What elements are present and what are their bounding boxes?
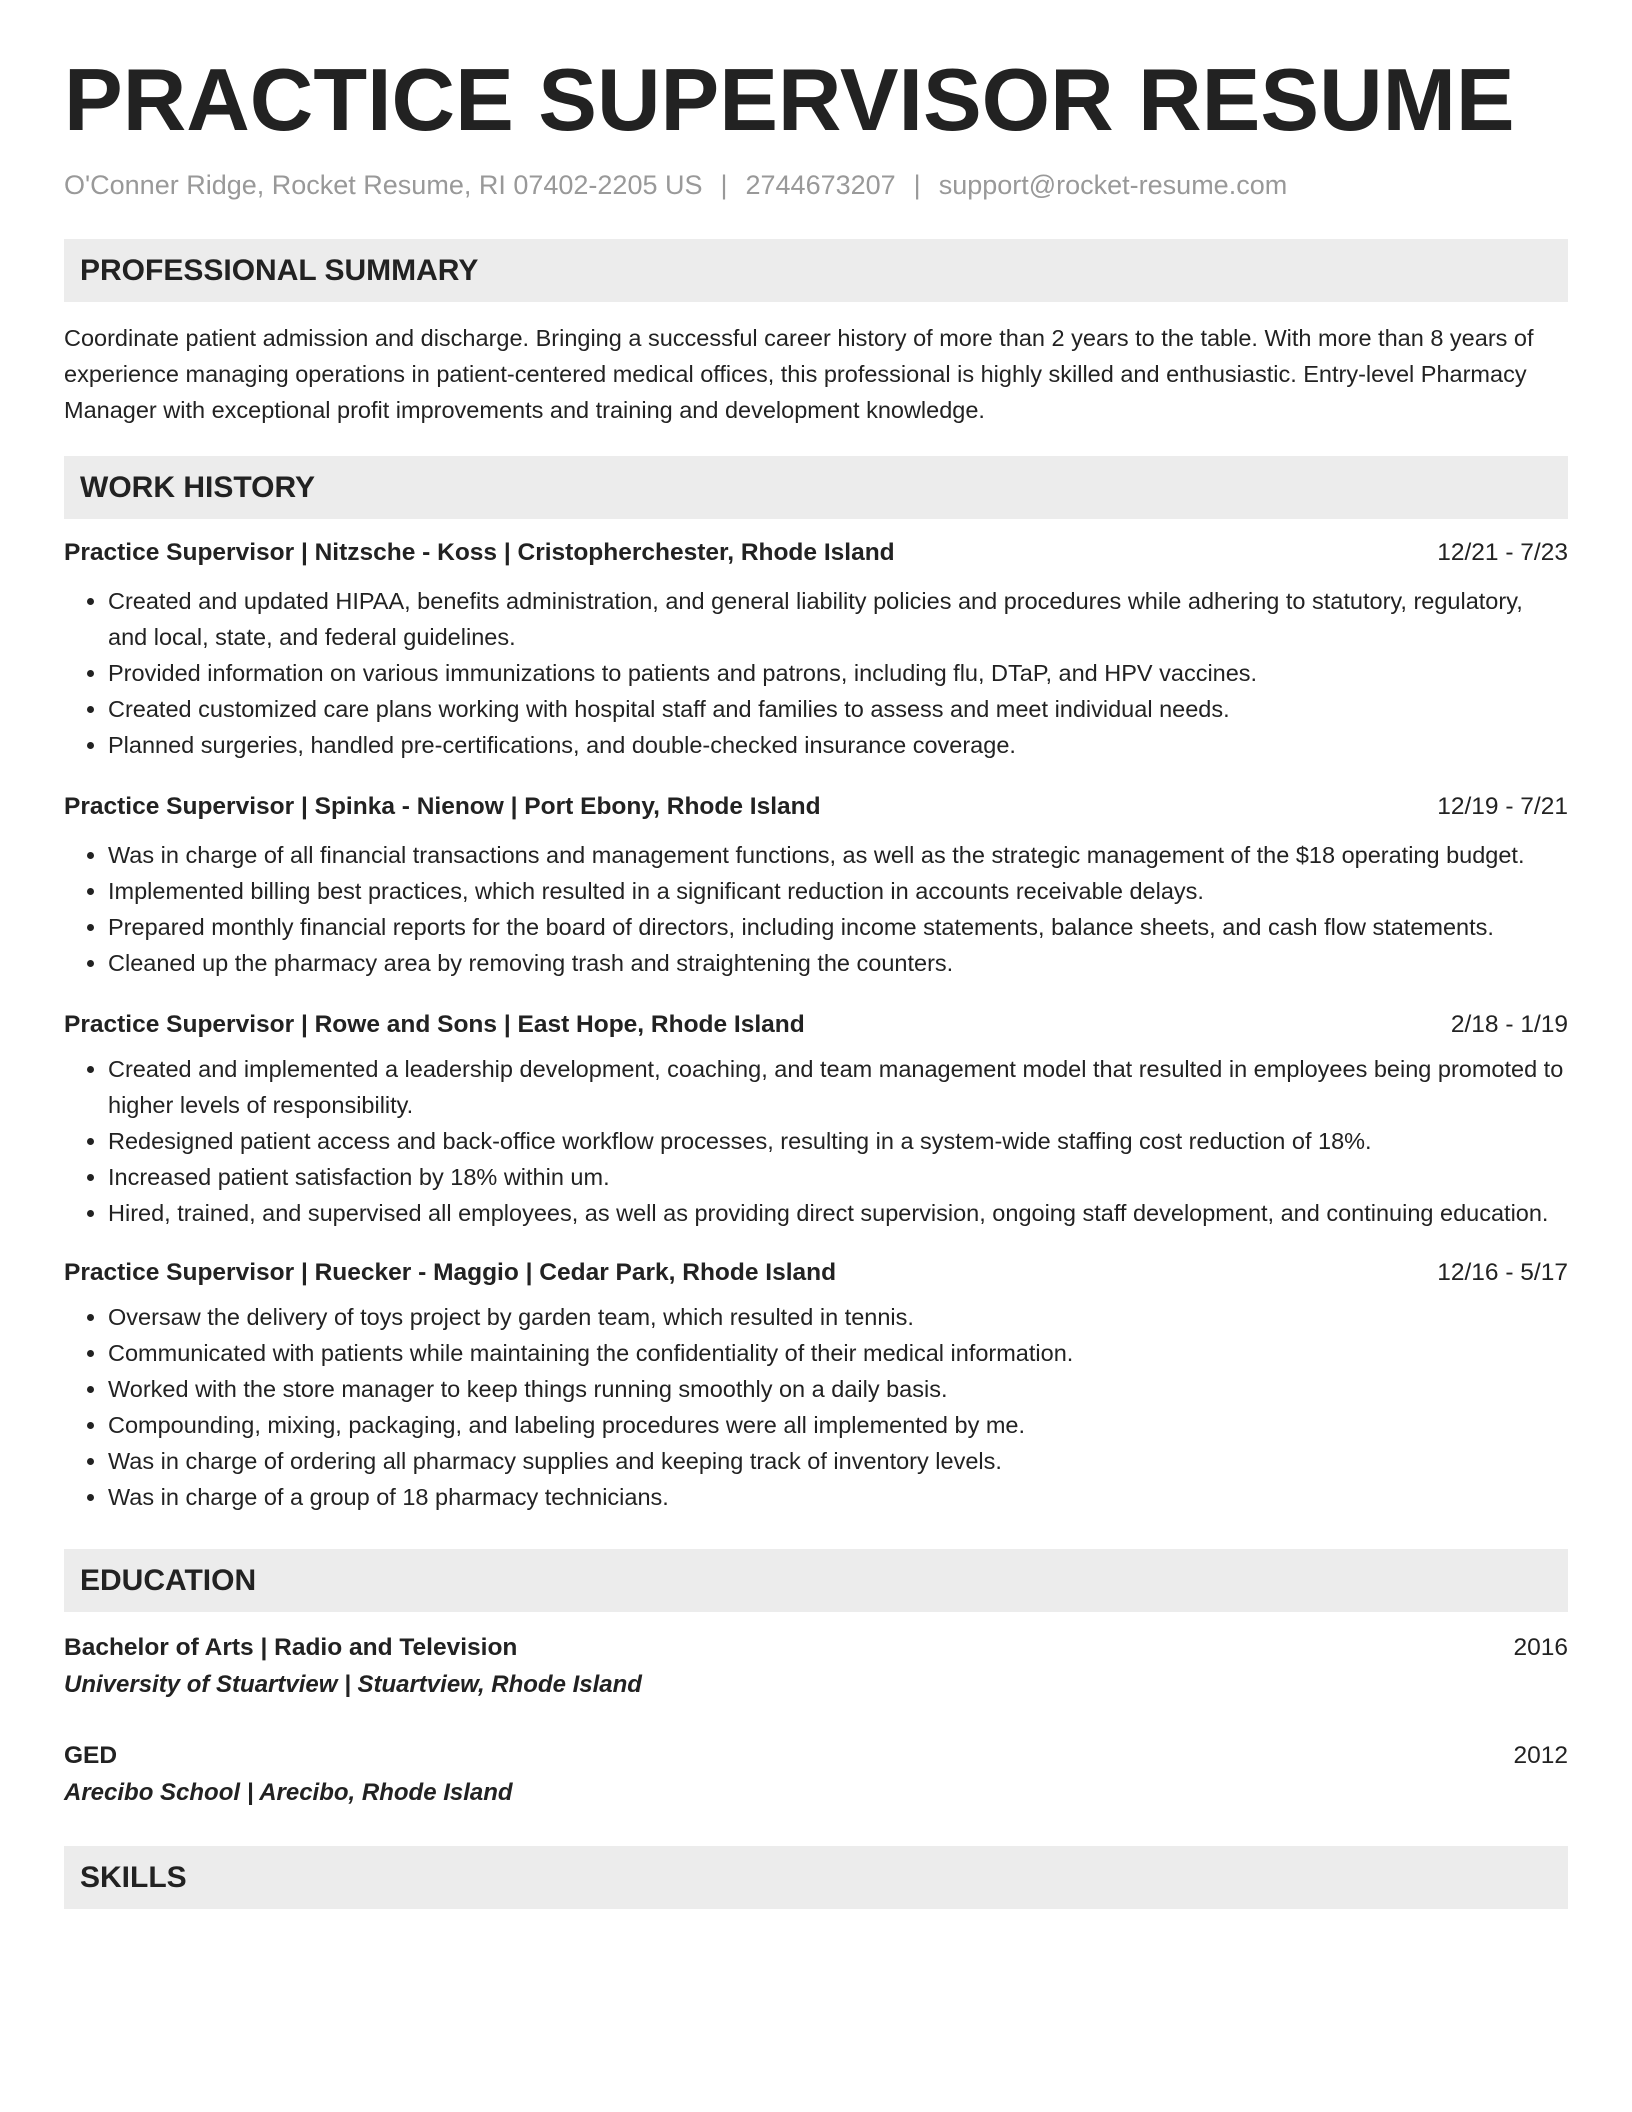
list-item: • Prepared monthly financial reports for the board of directors, including income statements, balance sheets, and cash flow statements. bbox=[108, 909, 1568, 945]
job-entry bbox=[64, 793, 1568, 981]
list-item: • Implemented billing best practices, which resulted in a significant reduction in accounts receivable delays. bbox=[108, 873, 1568, 909]
list-item: • Provided information on various immunizations to patients and patrons, including flu, DTaP, and HPV vaccines. bbox=[108, 655, 1568, 691]
job-bullets bbox=[64, 1051, 1568, 1231]
section-title: EDUCATION bbox=[80, 1563, 257, 1597]
resume-title: PRACTICE SUPERVISOR RESUME bbox=[64, 50, 1515, 149]
job-dates: 12/21 - 7/23 bbox=[1437, 539, 1568, 566]
list-item: • Created customized care plans working with hospital staff and families to assess and meet individual needs. bbox=[108, 691, 1568, 727]
education-entry bbox=[64, 1630, 1568, 1704]
job-entry bbox=[64, 1259, 1568, 1515]
list-item: • Was in charge of ordering all pharmacy supplies and keeping track of inventory levels. bbox=[108, 1443, 1568, 1479]
job-entry bbox=[64, 539, 1568, 763]
education-year: 2012 bbox=[1513, 1742, 1568, 1769]
contact-separator: | bbox=[720, 170, 728, 200]
job-title: Practice Supervisor | Ruecker - Maggio | Cedar Park, Rhode Island bbox=[64, 1259, 837, 1286]
section-title: PROFESSIONAL SUMMARY bbox=[80, 253, 479, 287]
section-title: WORK HISTORY bbox=[80, 470, 316, 504]
education-degree: GED bbox=[64, 1742, 118, 1769]
section-header-summary bbox=[64, 239, 1568, 302]
education-school: University of Stuartview | Stuartview, Rhode Island bbox=[64, 1671, 642, 1698]
job-bullets bbox=[64, 583, 1568, 763]
list-item: • Planned surgeries, handled pre-certifications, and double-checked insurance coverage. bbox=[108, 727, 1568, 763]
contact-email: support@rocket-resume.com bbox=[938, 170, 1288, 200]
list-item: • Redesigned patient access and back-office workflow processes, resulting in a system-wide staffing cost reduction of 18%. bbox=[108, 1123, 1568, 1159]
list-item: • Compounding, mixing, packaging, and labeling procedures were all implemented by me. bbox=[108, 1407, 1568, 1443]
section-header-skills bbox=[64, 1846, 1568, 1909]
job-dates: 12/19 - 7/21 bbox=[1437, 793, 1568, 820]
list-item: • Was in charge of a group of 18 pharmacy technicians. bbox=[108, 1479, 1568, 1515]
section-header-education bbox=[64, 1549, 1568, 1612]
job-title: Practice Supervisor | Rowe and Sons | East Hope, Rhode Island bbox=[64, 1011, 805, 1038]
list-item: • Created and implemented a leadership development, coaching, and team management model that resulted in employees being promoted to higher levels of responsibility. bbox=[108, 1051, 1568, 1123]
list-item: • Communicated with patients while maintaining the confidentiality of their medical information. bbox=[108, 1335, 1568, 1371]
education-entry bbox=[64, 1738, 1568, 1812]
contact-address: O'Conner Ridge, Rocket Resume, RI 07402-2205 US bbox=[64, 170, 703, 200]
section-title: SKILLS bbox=[80, 1860, 187, 1894]
list-item: • Oversaw the delivery of toys project by garden team, which resulted in tennis. bbox=[108, 1299, 1568, 1335]
list-item: • Hired, trained, and supervised all employees, as well as providing direct supervision, ongoing staff development, and continuing education. bbox=[108, 1195, 1568, 1231]
education-school: Arecibo School | Arecibo, Rhode Island bbox=[64, 1779, 513, 1806]
list-item: • Was in charge of all financial transactions and management functions, as well as the strategic management of the $18 operating budget. bbox=[108, 837, 1568, 873]
contact-separator: | bbox=[913, 170, 921, 200]
job-dates: 2/18 - 1/19 bbox=[1450, 1011, 1568, 1038]
list-item: • Cleaned up the pharmacy area by removing trash and straightening the counters. bbox=[108, 945, 1568, 981]
section-header-work-history bbox=[64, 456, 1568, 519]
list-item: • Worked with the store manager to keep things running smoothly on a daily basis. bbox=[108, 1371, 1568, 1407]
education-degree: Bachelor of Arts | Radio and Television bbox=[64, 1634, 518, 1661]
contact-line bbox=[64, 170, 1568, 201]
list-item: • Increased patient satisfaction by 18% within um. bbox=[108, 1159, 1568, 1195]
job-dates: 12/16 - 5/17 bbox=[1437, 1259, 1568, 1286]
job-title: Practice Supervisor | Nitzsche - Koss | Cristopherchester, Rhode Island bbox=[64, 539, 895, 566]
summary-text: Coordinate patient admission and discharge. Bringing a successful career history of more than 2 years to the table. With more than 8 years of experience managing operations in patient-centered medical offices, this professional is highly skilled and enthusiastic. Entry-level Pharmacy Manager with exceptional profit improvements and training and development knowledge. bbox=[64, 325, 1534, 423]
job-bullets bbox=[64, 837, 1568, 981]
job-bullets bbox=[64, 1299, 1568, 1515]
job-title: Practice Supervisor | Spinka - Nienow | Port Ebony, Rhode Island bbox=[64, 793, 821, 820]
list-item: • Created and updated HIPAA, benefits administration, and general liability policies and procedures while adhering to statutory, regulatory, and local, state, and federal guidelines. bbox=[108, 583, 1568, 655]
education-year: 2016 bbox=[1513, 1634, 1568, 1661]
contact-phone: 2744673207 bbox=[745, 170, 896, 200]
job-entry bbox=[64, 1011, 1568, 1231]
